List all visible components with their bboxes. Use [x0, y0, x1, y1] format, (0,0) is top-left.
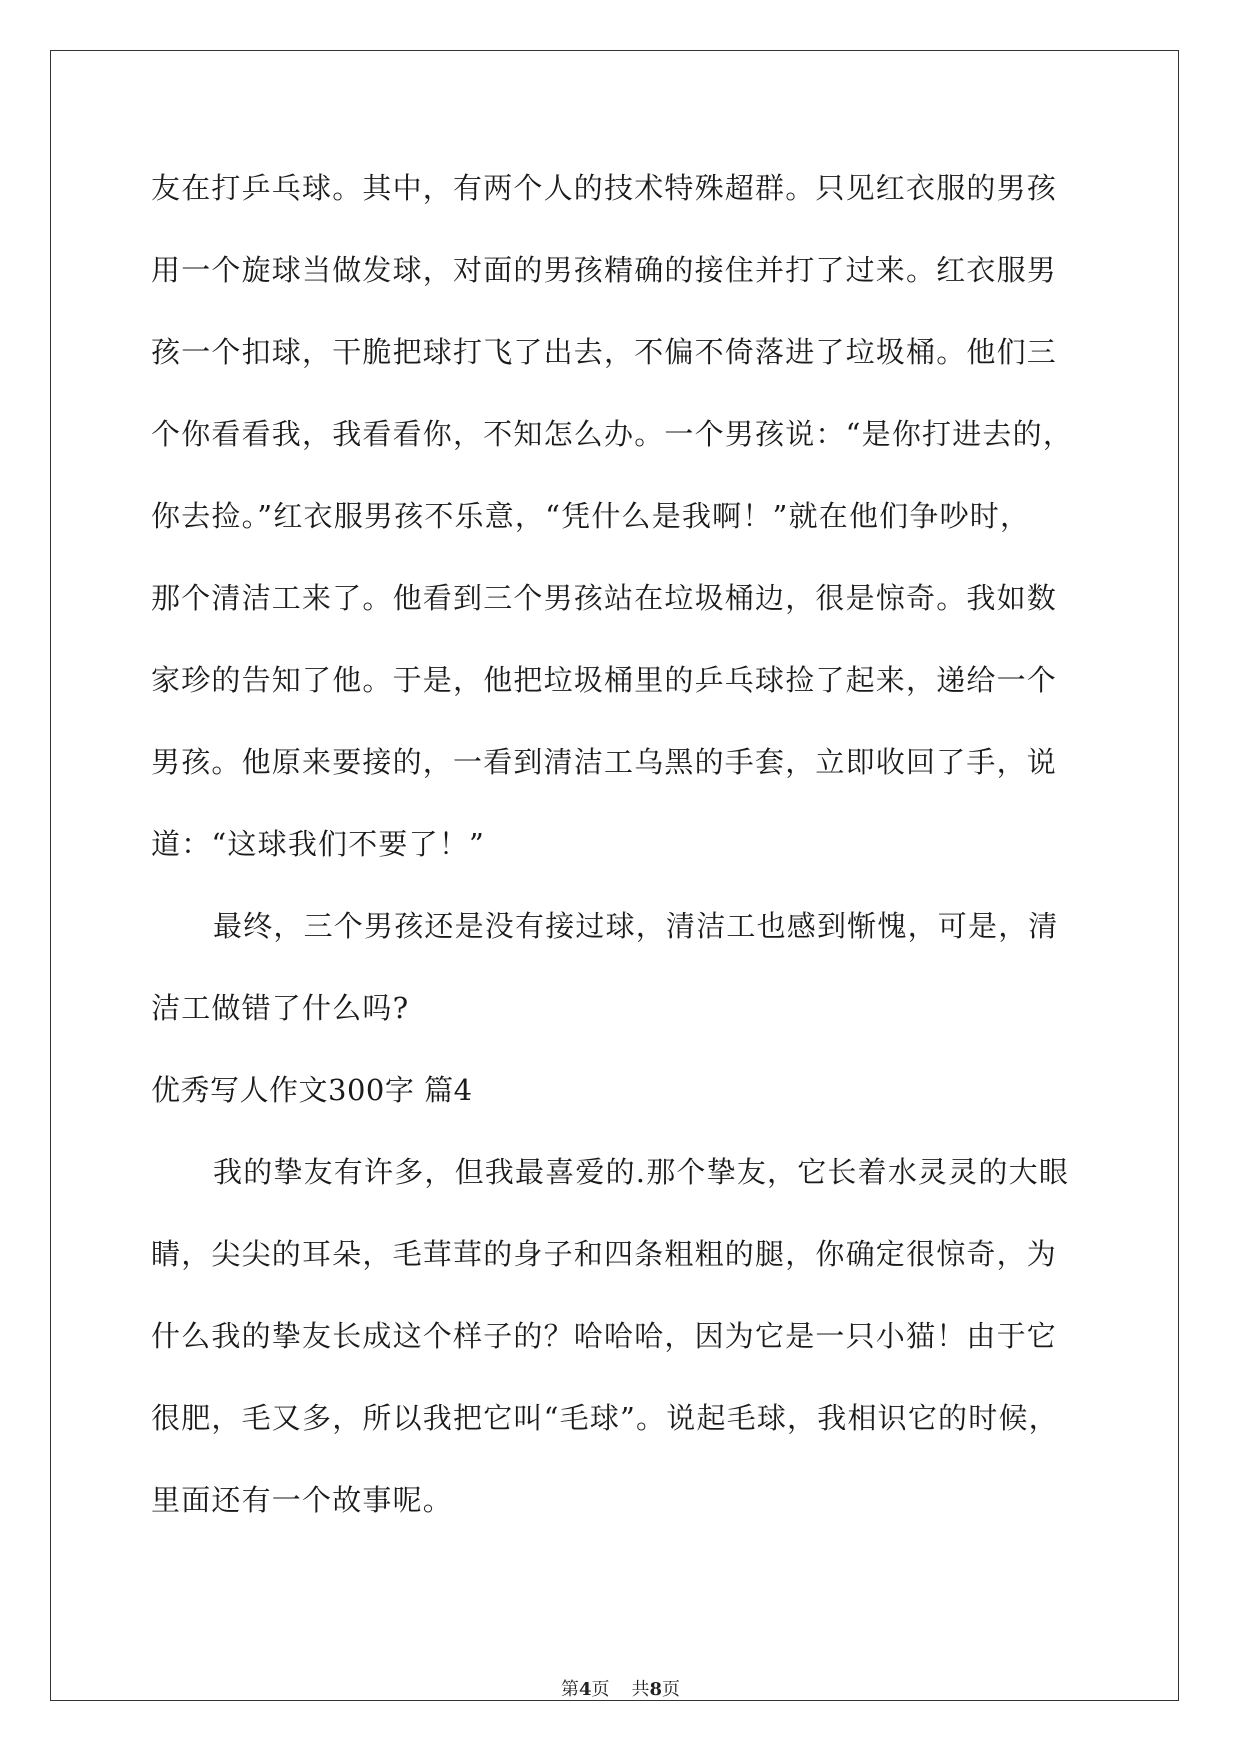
paragraph-line: 我的挚友有许多，但我最喜爱的.那个挚友，它长着水灵灵的大眼: [213, 1155, 1070, 1189]
document-body: [151, 160, 1081, 1554]
paragraph-line: 最终，三个男孩还是没有接过球，清洁工也感到惭愧，可是，清: [213, 909, 1059, 943]
paragraph-line: 家珍的告知了他。于是，他把垃圾桶里的乒乓球捡了起来，递给一个: [151, 663, 1058, 697]
paragraph-line: 友在打乒乓球。其中，有两个人的技术特殊超群。只见红衣服的男孩: [151, 171, 1058, 205]
total-unit: 页: [662, 1679, 681, 1700]
paragraph-line: 你去捡。”红衣服男孩不乐意，“凭什么是我啊！”就在他们争吵时，: [151, 499, 1031, 533]
paragraph-line: 什么我的挚友长成这个样子的？哈哈哈，因为它是一只小猫！由于它: [151, 1319, 1058, 1353]
section-heading: 优秀写人作文300字 篇4: [151, 1073, 473, 1107]
page-footer: [0, 1675, 1241, 1701]
paragraph-line: 个你看看我，我看看你，不知怎么办。一个男孩说：“是你打进去的，: [151, 417, 1074, 451]
paragraph-line: 睛，尖尖的耳朵，毛茸茸的身子和四条粗粗的腿，你确定很惊奇，为: [151, 1237, 1058, 1271]
paragraph-line: 孩一个扣球，干脆把球打飞了出去，不偏不倚落进了垃圾桶。他们三: [151, 335, 1058, 369]
paragraph-line: 里面还有一个故事呢。: [151, 1483, 454, 1517]
page-unit: 页: [591, 1679, 610, 1700]
total-prefix: 共: [631, 1679, 650, 1700]
paragraph-line: 用一个旋球当做发球，对面的男孩精确的接住并打了过来。红衣服男: [151, 253, 1058, 287]
page-prefix: 第: [560, 1679, 579, 1700]
paragraph-line: 道：“这球我们不要了！”: [151, 827, 486, 861]
paragraph-line: 男孩。他原来要接的，一看到清洁工乌黑的手套，立即收回了手，说: [151, 745, 1058, 779]
paragraph-line: 洁工做错了什么吗?: [151, 991, 410, 1025]
paragraph-line: 那个清洁工来了。他看到三个男孩站在垃圾桶边，很是惊奇。我如数: [151, 581, 1058, 615]
current-page-number: 4: [578, 1679, 592, 1700]
paragraph-line: 很肥，毛又多，所以我把它叫“毛球”。说起毛球，我相识它的时候，: [151, 1401, 1059, 1435]
total-page-number: 8: [649, 1679, 663, 1700]
